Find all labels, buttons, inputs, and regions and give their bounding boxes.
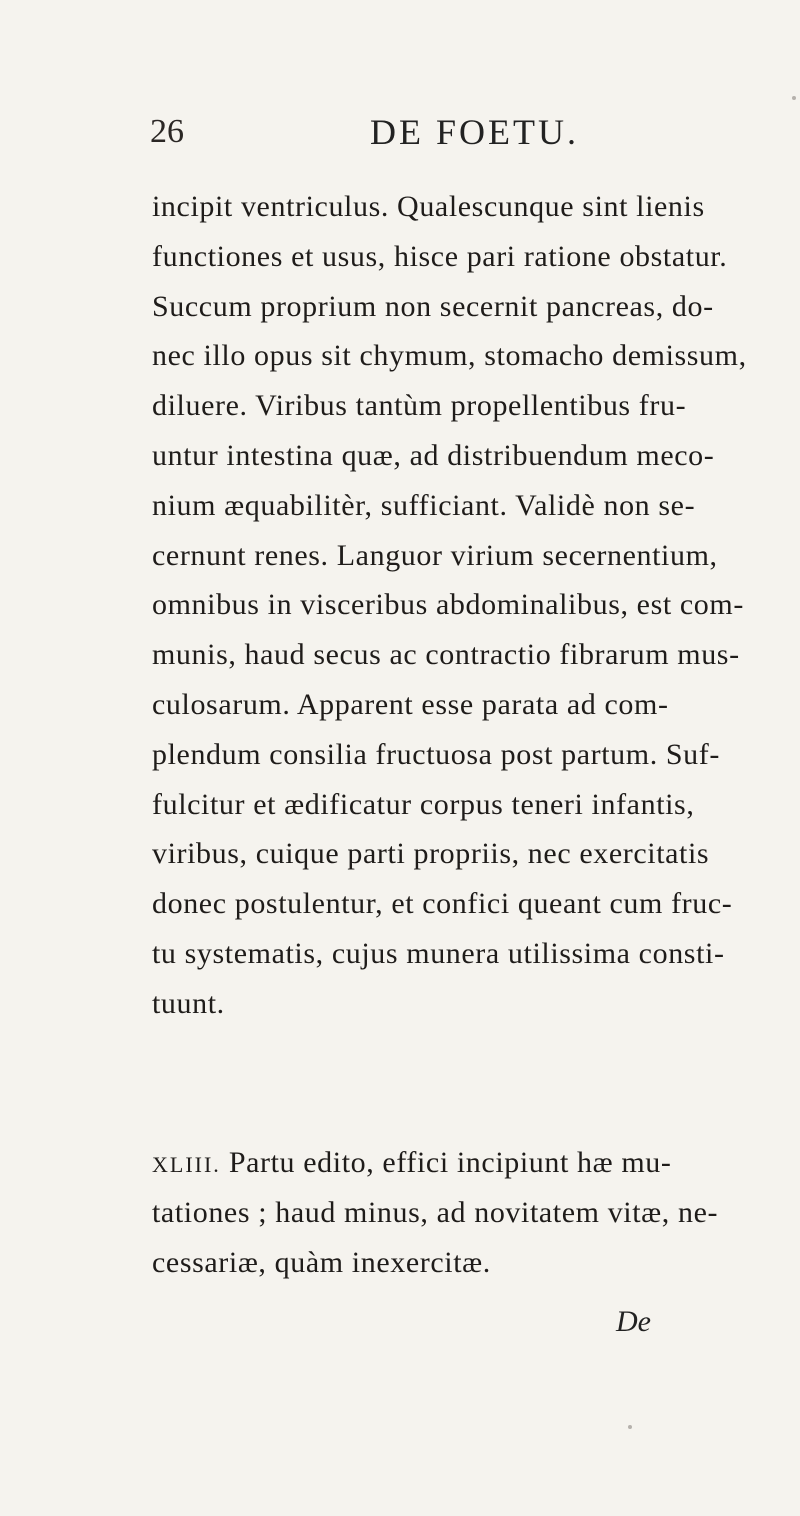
section-mark: XLIII. bbox=[152, 1152, 221, 1177]
text-line: cernunt renes. Languor virium secernentium, bbox=[152, 538, 718, 572]
text-line: viribus, cuique parti propriis, nec exercitatis bbox=[152, 837, 710, 871]
text-line: nium æquabilitèr, sufficiant. Validè non se- bbox=[152, 488, 696, 522]
text-line: donec postulentur, et confici queant cum fruc- bbox=[152, 887, 733, 921]
text-line: diluere. Viribus tantùm propellentibus fru- bbox=[152, 389, 687, 423]
text-line-content: Partu edito, effici incipiunt hæ mu- bbox=[228, 1146, 672, 1179]
text-line: fulcitur et ædificatur corpus teneri infantis, bbox=[152, 787, 695, 821]
text-line: tuunt. bbox=[152, 986, 225, 1020]
paper-speck bbox=[628, 1425, 632, 1429]
text-line: Succum proprium non secernit pancreas, do- bbox=[152, 289, 714, 323]
running-head bbox=[0, 112, 800, 162]
text-line: culosarum. Apparent esse parata ad com- bbox=[152, 687, 669, 721]
text-line: nec illo opus sit chymum, stomacho demissum, bbox=[152, 339, 747, 373]
paper-speck bbox=[792, 96, 796, 100]
text-line: cessariæ, quàm inexercitæ. bbox=[152, 1245, 491, 1279]
text-line: munis, haud secus ac contractio fibrarum mus- bbox=[152, 638, 740, 672]
text-line: tu systematis, cujus munera utilissima consti- bbox=[152, 936, 725, 970]
text-line: untur intestina quæ, ad distribuendum meco- bbox=[152, 438, 715, 472]
text-line: omnibus in visceribus abdominalibus, est com- bbox=[152, 588, 744, 622]
paragraph-2 bbox=[152, 1138, 792, 1287]
text-line bbox=[152, 1138, 792, 1188]
page-number: 26 bbox=[150, 113, 184, 150]
running-title: DE FOETU. bbox=[370, 112, 579, 152]
paragraph-1 bbox=[152, 182, 792, 1029]
text-line: functiones et usus, hisce pari ratione obstatur. bbox=[152, 239, 728, 273]
text-line: incipit ventriculus. Qualescunque sint lienis bbox=[152, 190, 705, 223]
text-line: tationes ; haud minus, ad novitatem vitæ, ne- bbox=[152, 1195, 719, 1229]
catchword: De bbox=[616, 1305, 651, 1338]
text-line: plendum consilia fructuosa post partum. Suf- bbox=[152, 737, 720, 771]
